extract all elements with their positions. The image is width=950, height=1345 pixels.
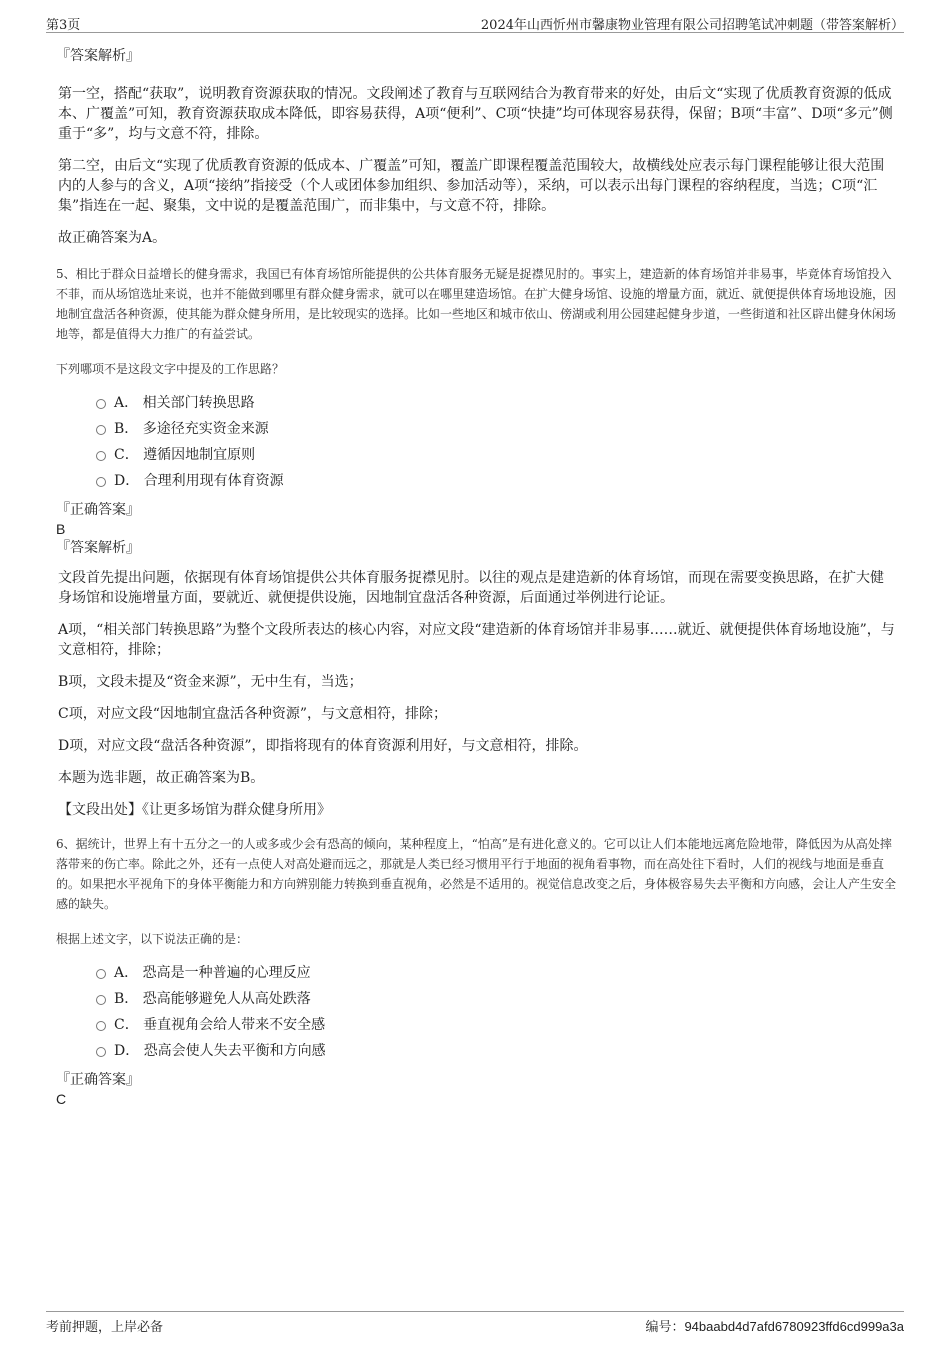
radio-icon[interactable]	[96, 969, 106, 979]
footer-slogan: 考前押题，上岸必备	[46, 1320, 164, 1335]
analysis-conclusion: 故正确答案为A。	[58, 230, 167, 246]
radio-icon[interactable]	[96, 477, 106, 487]
document-title: 2024年山西忻州市馨康物业管理有限公司招聘笔试冲刺题（带答案解析）	[480, 18, 904, 33]
page-header	[46, 12, 904, 33]
question-6-options	[96, 960, 896, 1064]
radio-icon[interactable]	[96, 451, 106, 461]
option-c[interactable]: C． 垂直视角会给人带来不安全感	[96, 1012, 896, 1038]
analysis-paragraph: 第二空，由后文“实现了优质教育资源的低成本、广覆盖”可知，覆盖广即课程覆盖范围较大，故横线处应表示每门课程能够让很大范围内的人参与的含义，A项“接纳”指接受（个人或团体参加组织、参加活动等），采纳，可以表示出每门课程的容纳程度，当选；C项“汇集”指连在一起、聚集，文中说的是覆盖范围广，而非集中，与文意不符，排除。	[58, 158, 885, 214]
analysis-paragraph: B项，文段未提及“资金来源”，无中生有，当选；	[58, 674, 363, 690]
analysis-label: 『答案解析』	[56, 48, 140, 64]
analysis-paragraph: D项，对应文段“盘活各种资源”，即指将现有的体育资源利用好，与文意相符，排除。	[58, 738, 588, 754]
question-6-text: 6、据统计，世界上有十五分之一的人或多或少会有恐高的倾向，某种程度上，“怕高”是有进化意义的。它可以让人们本能地远离危险地带，降低因为从高处摔落带来的伤亡率。除此之外，还有一点使人对高处避而远之，那就是人类已经习惯用平行于地面的视角看事物，而在高处往下看时，人们的视线与地面是垂直的。如果把水平视角下的身体平衡能力和方向辨别能力转换到垂直视角，必然是不适用的。视觉信息改变之后，身体极容易失去平衡和方向感，会让人产生安全感的缺失。	[56, 837, 897, 911]
analysis-paragraph: 第一空，搭配“获取”，说明教育资源获取的情况。文段阐述了教育与互联网结合为教育带来的好处，由后文“实现了优质教育资源的低成本、广覆盖”可知，教育资源获取成本降低，即容易获得，A项“便利”、C项“快捷”均可体现容易获得，保留；B项“丰富”、D项“多元”侧重于“多”，均与文意不符，排除。	[58, 86, 893, 142]
option-c[interactable]: C． 遵循因地制宜原则	[96, 442, 896, 468]
analysis-label: 『答案解析』	[56, 540, 140, 556]
question-5-prompt: 下列哪项不是这段文字中提及的工作思路？	[56, 362, 285, 376]
page-footer	[46, 1311, 904, 1336]
question-5-text: 5、相比于群众日益增长的健身需求，我国已有体育场馆所能提供的公共体育服务无疑是捉襟见肘的。事实上，建造新的体育场馆并非易事，毕竟体育场馆投入不菲，而从场馆选址来说，也并不能做到哪里有群众健身需求，就可以在哪里建造场馆。在扩大健身场馆、设施的增量方面，就近、就便提供体育场地设施，因地制宜盘活各种资源，使其能为群众健身所用，是比较现实的选择。比如一些地区和城市依山、傍湖或利用公园建起健身步道，一些街道和社区辟出健身休闲场地等，都是值得大力推广的有益尝试。	[56, 267, 897, 341]
analysis-paragraph: 文段首先提出问题，依据现有体育场馆提供公共体育服务捉襟见肘。以往的观点是建造新的体育场馆，而现在需要变换思路，在扩大健身场馆和设施增量方面，要就近、就便提供设施，因地制宜盘活各种资源，后面通过举例进行论证。	[58, 570, 884, 606]
radio-icon[interactable]	[96, 1047, 106, 1057]
question-5-options	[96, 390, 896, 494]
analysis-paragraph: C项，对应文段“因地制宜盘活各种资源”，与文意相符，排除；	[58, 706, 448, 722]
document-body	[56, 46, 896, 1108]
answer-label: 『正确答案』	[56, 1072, 140, 1088]
analysis-paragraph: A项，“相关部门转换思路”为整个文段所表达的核心内容，对应文段“建造新的体育场馆并非易事……就近、就便提供体育场地设施”，与文意相符，排除；	[58, 622, 895, 658]
radio-icon[interactable]	[96, 425, 106, 435]
option-a[interactable]: A． 恐高是一种普遍的心理反应	[96, 960, 896, 986]
answer-value: C	[56, 1091, 67, 1107]
option-a[interactable]: A． 相关部门转换思路	[96, 390, 896, 416]
radio-icon[interactable]	[96, 995, 106, 1005]
option-b[interactable]: B． 多途径充实资金来源	[96, 416, 896, 442]
option-b[interactable]: B． 恐高能够避免人从高处跌落	[96, 986, 896, 1012]
answer-value: B	[56, 521, 66, 537]
option-d[interactable]: D． 恐高会使人失去平衡和方向感	[96, 1038, 896, 1064]
option-d[interactable]: D． 合理利用现有体育资源	[96, 468, 896, 494]
radio-icon[interactable]	[96, 399, 106, 409]
page-number: 第3页	[46, 18, 81, 33]
answer-label: 『正确答案』	[56, 502, 140, 518]
radio-icon[interactable]	[96, 1021, 106, 1031]
question-6-prompt: 根据上述文字，以下说法正确的是：	[56, 932, 249, 946]
document-id: 编号：94baabd4d7afd6780923ffd6cd999a3a	[645, 1319, 904, 1335]
analysis-conclusion: 本题为选非题，故正确答案为B。	[58, 770, 265, 786]
source-citation: 【文段出处】《让更多场馆为群众健身所用》	[58, 802, 331, 818]
